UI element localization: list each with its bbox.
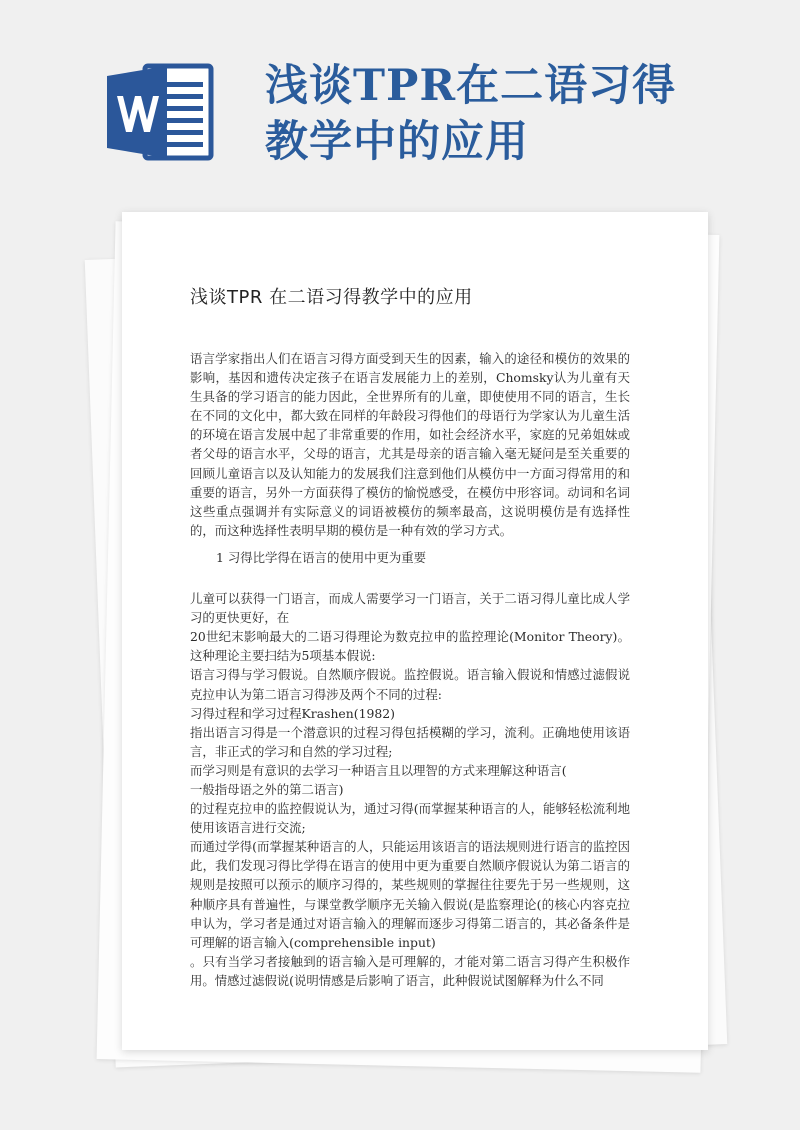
page-header-title: [265, 58, 785, 170]
header-title-line-1: 浅谈TPR在二语习得: [265, 61, 677, 111]
body-line: 一般指母语之外的第二语言): [190, 781, 344, 797]
body-line: 的过程克拉申的监控假说认为，通过习得(而掌握某种语言的人，能够轻松流利地使用该语言进行交流;: [190, 801, 630, 836]
document-title: 浅谈TPR 在二语习得教学中的应用: [190, 287, 473, 308]
document-body: [190, 349, 630, 990]
section-heading-1: 1 习得比学得在语言的使用中更为重要: [216, 549, 427, 565]
body-line: 。只有当学习者接触到的语言输入是可理解的，才能对第二语言习得产生积极作用。情感过滤假说(说明情感是后影响了语言，此种假说试图解释为什么不同: [190, 953, 630, 988]
word-document-icon: [105, 62, 217, 162]
header-title-line-2: 教学中的应用: [265, 117, 529, 167]
body-line: 20世纪末影响最大的二语习得理论为数克拉申的监控理论(Monitor Theory)。这种理论主要扫结为5项基本假说:: [190, 629, 630, 664]
body-line: 指出语言习得是一个潜意识的过程习得包括模糊的学习，流利。正确地使用该语言，非正式的学习和自然的学习过程;: [190, 724, 630, 759]
body-line: 习得过程和学习过程Krashen(1982): [190, 705, 395, 721]
body-line: 语言习得与学习假说。自然顺序假说。监控假说。语言输入假说和情感过滤假说克拉申认为第二语言习得涉及两个不同的过程:: [190, 667, 630, 702]
paragraph-intro: 语言学家指出人们在语言习得方面受到天生的因素，输入的途径和模仿的效果的影响，基因和遗传决定孩子在语言发展能力上的差别，Chomsky认为儿童有天生具备的学习语言的能力因此，全世界所有的儿童，即使使用不同的语言，生长在不同的文化中，都大致在同样的年龄段习得他们的母语行为学家认为儿童生活的环境在语言发展中起了非常重要的作用，如社会经济水平，家庭的兄弟姐妹或者父母的语言水平，父母的语言，尤其是母亲的语言输入毫无疑问是至关重要的回顾儿童语言以及认知能力的发展我们注意到他们从模仿中一方面习得常用的和重要的语言，另外一方面获得了模仿的愉悦感受，在模仿中形容词。动词和名词这些重点强调并有实际意义的词语被模仿的频率最高，这说明模仿是有选择性的，而这种选择性表明早期的模仿是一种有效的学习方式。: [190, 351, 630, 538]
body-line: 而通过学得(而掌握某种语言的人，只能运用该语言的语法规则进行语言的监控因此，我们发现习得比学得在语言的使用中更为重要自然顺序假说认为第二语言的规则是按照可以预示的顺序习得的，某些规则的掌握往往要先于另一些规则，这种顺序具有普遍性，与课堂教学顺序无关输入假说(是监察理论(的核心内容克拉申认为，学习者是通过对语言输入的理解而逐步习得第二语言的，其必备条件是可理解的语言输入(comprehensible input): [190, 839, 630, 950]
body-line: 而学习则是有意识的去学习一种语言且以理智的方式来理解这种语言(: [190, 762, 567, 778]
body-line: 儿童可以获得一门语言，而成人需要学习一门语言，关于二语习得儿童比成人学习的更快更好，在: [190, 591, 630, 626]
